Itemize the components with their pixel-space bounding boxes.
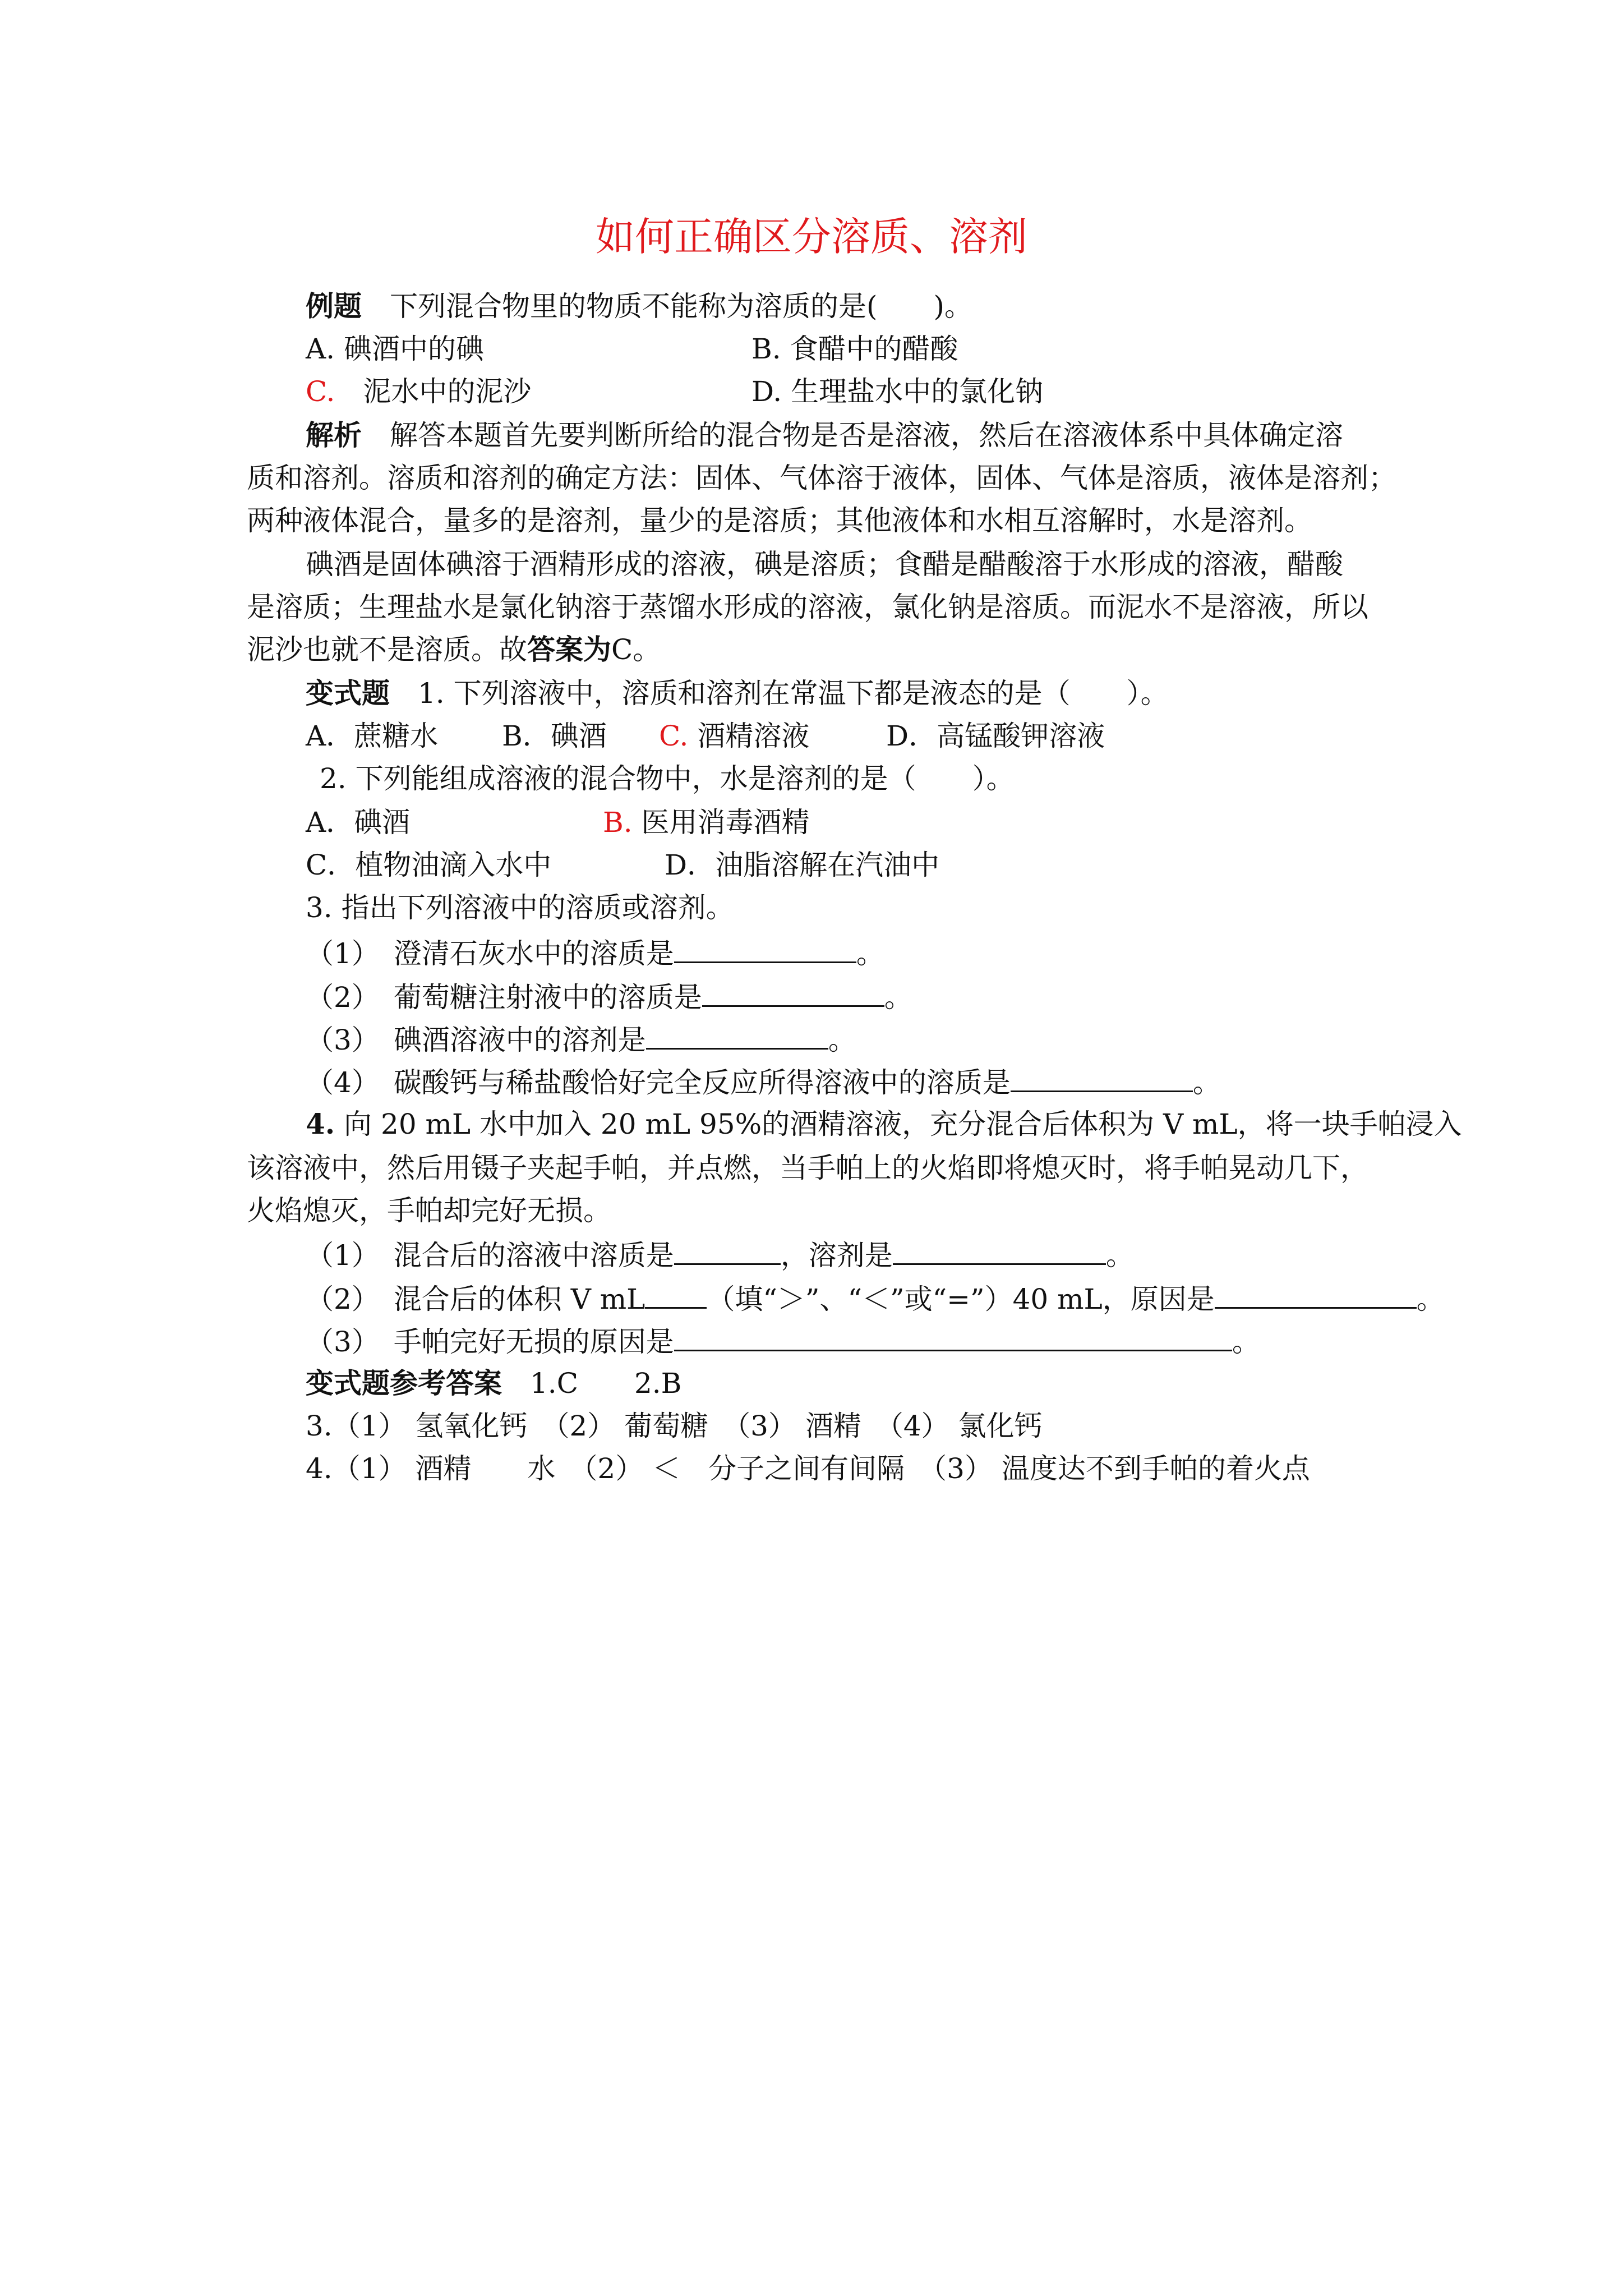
variant-q4-number: 4. xyxy=(306,1107,335,1140)
variant-q4-line-2: 该溶液中，然后用镊子夹起手帕，并点燃，当手帕上的火焰即将熄灭时，将手帕晃动几下， xyxy=(247,1152,1368,1184)
item-text: （填“＞”、“＜”或“=”）40 mL，原因是 xyxy=(707,1283,1215,1315)
example-label: 例题 xyxy=(306,289,362,323)
item-number: （2） xyxy=(306,1283,366,1315)
item-number: （3） xyxy=(306,1326,366,1358)
period: 。 xyxy=(828,1024,856,1056)
variant-q3-item-1 xyxy=(306,930,884,975)
answer-label: 答案为 xyxy=(527,633,611,666)
example-question-line xyxy=(306,285,972,328)
variant-q2-option-b xyxy=(603,801,810,844)
variant-q2-option-a: A．碘酒 xyxy=(306,806,411,839)
analysis-text-1: 解答本题首先要判断所给的混合物是否是溶液，然后在溶液体系中具体确定溶 xyxy=(390,419,1343,452)
variant-q1-option-c-text: 酒精溶液 xyxy=(697,720,810,752)
variant-q2: 2. 下列能组成溶液的混合物中，水是溶剂的是（ ）。 xyxy=(320,762,1015,795)
answers-1-2: 1.C 2.B xyxy=(530,1367,682,1400)
answer-blank[interactable] xyxy=(646,1016,828,1050)
period: 。 xyxy=(856,937,884,970)
variant-q4-text-1: 向 20 mL 水中加入 20 mL 95%的酒精溶液，充分混合后体积为 V mL，将一块手帕浸入 xyxy=(344,1108,1462,1140)
item-text: 手帕完好无损的原因是 xyxy=(393,1326,674,1358)
answer-blank[interactable] xyxy=(674,930,856,963)
item-text: 混合后的溶液中溶质是 xyxy=(393,1239,674,1272)
analysis-line-6 xyxy=(247,628,661,671)
item-text: ，溶剂是 xyxy=(780,1239,893,1272)
example-question: 下列混合物里的物质不能称为溶质的是( )。 xyxy=(390,290,973,323)
answer-blank[interactable] xyxy=(1011,1059,1193,1092)
analysis-line-3: 两种液体混合，量多的是溶剂，量少的是溶质；其他液体和水相互溶解时，水是溶剂。 xyxy=(247,504,1312,537)
example-option-d: D. 生理盐水中的氯化钠 xyxy=(751,375,1044,408)
period: 。 xyxy=(1192,1066,1221,1099)
variant-q1-option-c-letter: C. xyxy=(659,720,689,752)
variant-q4-item-1 xyxy=(306,1232,1134,1277)
item-text: 碘酒溶液中的溶剂是 xyxy=(393,1024,646,1056)
item-number: （1） xyxy=(306,1239,366,1272)
answer-blank-solvent[interactable] xyxy=(893,1232,1106,1265)
example-option-c-letter: C. xyxy=(306,375,335,408)
item-text: 澄清石灰水中的溶质是 xyxy=(393,937,674,970)
item-text: 葡萄糖注射液中的溶质是 xyxy=(393,981,702,1014)
answer-value: C。 xyxy=(611,633,661,666)
analysis-line-5: 是溶质；生理盐水是氯化钠溶于蒸馏水形成的溶液，氯化钠是溶质。而泥水不是溶液，所以 xyxy=(247,591,1368,623)
example-option-c xyxy=(306,370,531,413)
answer-blank-reason[interactable] xyxy=(1215,1276,1417,1309)
answer-blank-solute[interactable] xyxy=(674,1232,781,1265)
variant-q4-item-2 xyxy=(306,1276,1445,1320)
variant-q1-option-d: D．高锰酸钾溶液 xyxy=(886,720,1105,752)
item-text: 混合后的体积 V mL xyxy=(393,1283,645,1315)
answers-3: 3.（1） 氢氧化钙 （2） 葡萄糖 （3） 酒精 （4） 氯化钙 xyxy=(306,1410,1043,1442)
variant-q3-item-4 xyxy=(306,1059,1221,1104)
analysis-label: 解析 xyxy=(306,418,362,452)
analysis-text-6a: 泥沙也就不是溶质。故 xyxy=(247,633,527,666)
variant-q2-option-b-text: 医用消毒酒精 xyxy=(641,806,810,839)
answer-blank[interactable] xyxy=(674,1318,1232,1351)
variant-q1-option-c xyxy=(659,715,809,757)
item-number: （3） xyxy=(306,1024,366,1056)
example-option-a: A. 碘酒中的碘 xyxy=(306,333,484,365)
answers-4: 4.（1） 酒精 水 （2） ＜ 分子之间有间隔 （3） 温度达不到手帕的着火点 xyxy=(306,1452,1310,1485)
analysis-line-4: 碘酒是固体碘溶于酒精形成的溶液，碘是溶质；食醋是醋酸溶于水形成的溶液，醋酸 xyxy=(306,548,1343,581)
item-number: （4） xyxy=(306,1066,366,1099)
example-option-b: B. 食醋中的醋酸 xyxy=(751,333,958,365)
answer-blank[interactable] xyxy=(702,974,884,1007)
variant-q3-item-2 xyxy=(306,974,912,1019)
item-number: （2） xyxy=(306,981,366,1014)
variant-q4-line-1 xyxy=(306,1103,1462,1145)
period: 。 xyxy=(1232,1326,1260,1358)
answer-blank-compare[interactable] xyxy=(645,1276,707,1309)
variant-q1-option-b: B．碘酒 xyxy=(502,720,607,752)
variant-q1-option-a: A．蔗糖水 xyxy=(306,720,439,752)
variant-q4-item-3 xyxy=(306,1318,1260,1363)
period: 。 xyxy=(884,981,912,1014)
item-text: 碳酸钙与稀盐酸恰好完全反应所得溶液中的溶质是 xyxy=(393,1066,1011,1099)
variant-q2-option-b-letter: B. xyxy=(603,806,633,839)
variant-q3: 3. 指出下列溶液中的溶质或溶剂。 xyxy=(306,891,734,924)
variant-q1 xyxy=(306,672,1169,715)
analysis-line-1 xyxy=(306,414,1343,457)
variant-q2-option-d: D．油脂溶解在汽油中 xyxy=(665,849,940,881)
variant-label: 变式题 xyxy=(306,677,390,710)
period: 。 xyxy=(1105,1239,1134,1272)
variant-q2-option-c: C．植物油滴入水中 xyxy=(306,849,552,881)
answers-line-1 xyxy=(306,1362,681,1405)
variant-q1-text: 1. 下列溶液中，溶质和溶剂在常温下都是液态的是（ ）。 xyxy=(418,677,1169,710)
example-option-c-text: 泥水中的泥沙 xyxy=(363,375,532,408)
analysis-line-2: 质和溶剂。溶质和溶剂的确定方法：固体、气体溶于液体，固体、气体是溶质，液体是溶剂； xyxy=(247,462,1396,494)
variant-q3-item-3 xyxy=(306,1016,856,1061)
item-number: （1） xyxy=(306,937,366,970)
period: 。 xyxy=(1416,1283,1445,1315)
variant-q4-line-3: 火焰熄灭，手帕却完好无损。 xyxy=(247,1194,611,1227)
page-title: 如何正确区分溶质、溶剂 xyxy=(596,214,1027,260)
answers-label: 变式题参考答案 xyxy=(306,1366,502,1400)
